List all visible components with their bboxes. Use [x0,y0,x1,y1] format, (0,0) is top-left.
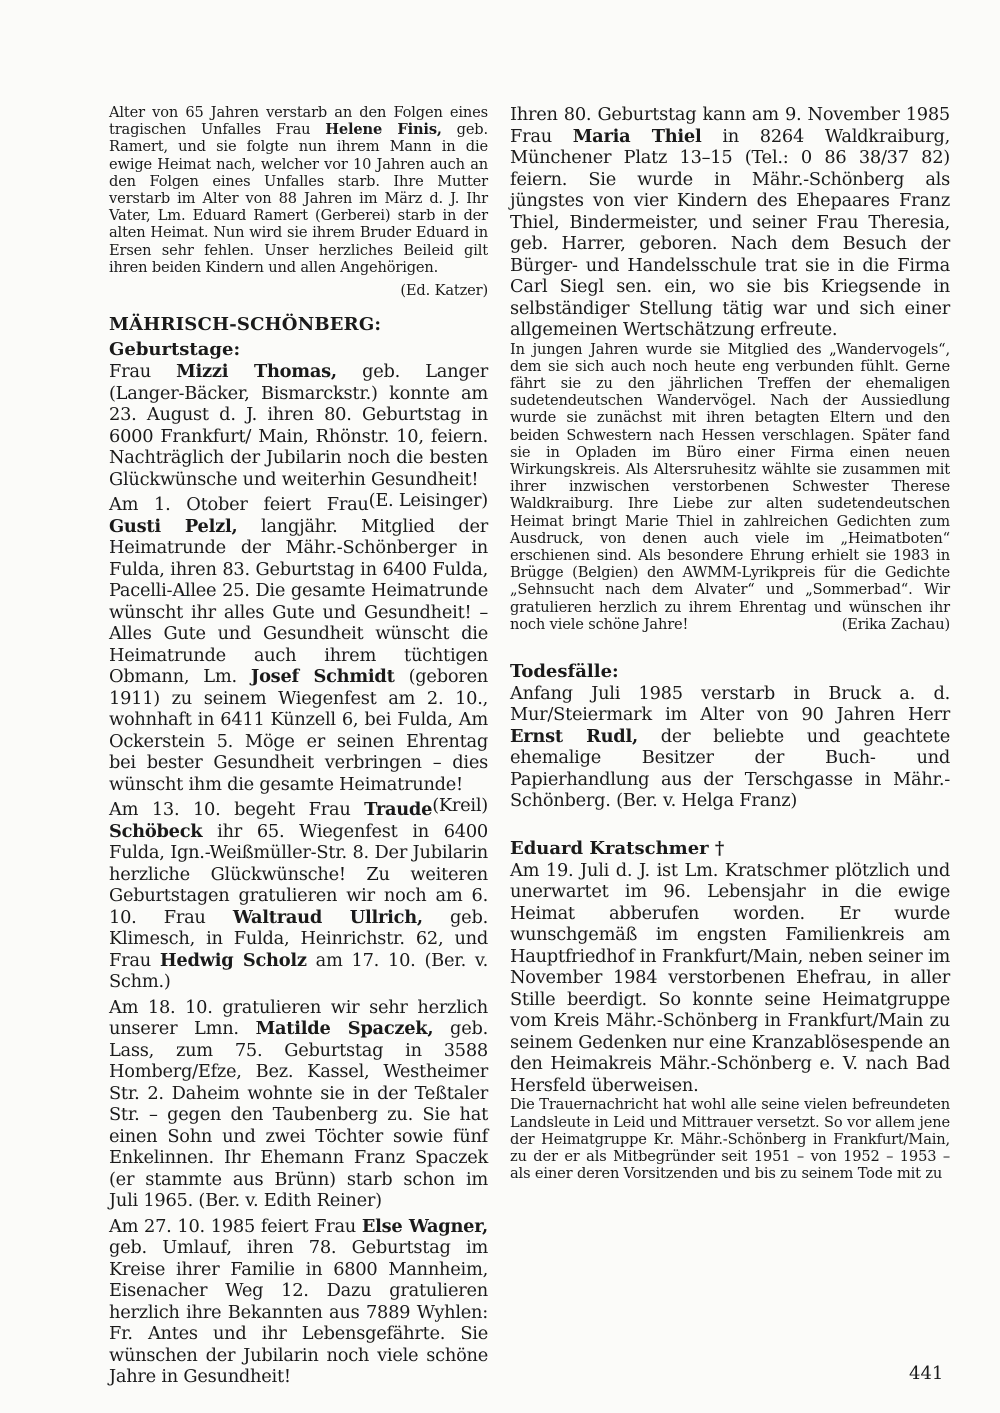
person-name: Waltraud Ullrich, [232,906,423,928]
intro-text: Alter von 65 Jahren verstarb an den Folgen eines tragischen Unfalles Frau [109,104,488,139]
intro-paragraph [109,104,488,276]
entry-text: geb. Lass, zum 75. Geburtstag in 3588 Homberg/Efze, Bez. Kassel, Westheimer Str. 2. Daheim wohnte sie in der Teßtaler Str. – gegen den Taubenberg zu. Sie hat einen Sohn und zwei Töchter sowie fünf Enkelinnen. Ihr Ehemann Franz Spaczek (er stammte aus Brünn) starb schon im Juli 1965. (Ber. v. Edith Reiner) [109,1018,489,1212]
spacer [510,812,950,836]
entry-text: geb. Klimesch, in Fulda, Heinrichstr. 62, und Frau [109,906,488,971]
entry-matilde-spaczek [109,997,488,1212]
spacer [510,633,950,659]
person-name: Mizzi Thomas, [176,361,337,383]
intro-name: Helene Finis, [325,121,442,139]
entry-text: ihr 65. Wiegenfest in 6400 Fulda, Ign.-Weißmüller-Str. 8. Der Jubilarin herzliche Glückwünsche! Zu weiteren Geburtstagen gratulieren wir noch am 6. 10. Frau [109,820,488,928]
entry-signature: (Erika Zachau) [841,615,950,633]
person-name: Josef Schmidt [250,666,395,688]
entry-text: Am 1. Otober feiert Frau [109,494,369,516]
entry-signature: (Kreil) [432,795,488,817]
birthdays-heading: Geburtstage: [109,339,241,361]
person-name: Ernst Rudl, [510,725,638,747]
entry-maria-thiel-small [510,341,950,633]
obituary-text-small: Die Trauernachricht hat wohl alle seine vielen befreundeten Landsleute in Leid und Mittrauer versetzt. So vor allem jene der Heimatgruppe Kr. Mähr.-Schönberg in Frankfurt/Main, zu der er als Mitbegründer seit 1951 – von 1952 – 1953 – als einer deren Vorsitzenden und bis zu seinem Tode mit zu [510,1096,950,1183]
person-name: Hedwig Scholz [159,949,307,971]
page-number: 441 [909,1363,944,1384]
entry-text: Anfang Juli 1985 verstarb in Bruck a. d. Mur/Steiermark im Alter von 90 Jahren Herr [510,682,950,726]
entry-text: der beliebte und geachtete ehemalige Besitzer der Buch- und Papierhandlung aus der Terschgasse in Mähr.-Schönberg. (Ber. v. Helga Franz) [510,725,950,812]
intro-signature: (Ed. Katzer) [400,282,488,300]
entry-text: geb. Langer (Langer-Bäcker, Bismarckstr.) konnte am 23. August d. J. ihren 80. Geburtstag in 6000 Frankfurt/ Main, Rhönstr. 10, feiern. Nachträglich der Jubilarin noch die besten Glückwünsche und weiterhin Gesundheit! [109,361,489,490]
obituary-heading: Eduard Kratschmer † [510,837,725,859]
entry-text: geb. Umlauf, ihren 78. Geburtstag im Kreise ihrer Familie in 6800 Mannheim, Eisenacher Weg 12. Dazu gratulieren herzlich ihre Bekannten aus 7889 Wyhlen: Fr. Antes und ihr Lebensgefährte. Sie wünschen der Jubilarin noch viele schöne Jahre in Gesundheit! [109,1237,488,1388]
person-name: Matilde Spaczek, [255,1018,434,1040]
entry-text: Am 13. 10. begeht Frau [109,799,365,821]
entry-else-wagner [109,1216,488,1388]
entry-text: Am 27. 10. 1985 feiert Frau [109,1215,362,1237]
person-name: Maria Thiel [572,125,702,147]
intro-text-2: geb. Ramert, und sie folgte nun ihrem Mann in die ewige Heimat nach, welcher vor 10 Jahren auch an den Folgen eines Unfalles starb. Ihre Mutter verstarb im Alter von 88 Jahren im März d. J. Ihr Vater, Lm. Eduard Ramert (Gerberei) starb in der alten Heimat. Nun wird sie ihrem Bruder Eduard in Ersen sehr fehlen. Unser herzliches Beileid gilt ihren beiden Kindern und allen Angehörigen. [109,121,488,276]
entry-traude-schoebeck [109,799,488,993]
person-name: Else Wagner, [361,1215,488,1237]
entry-text: In jungen Jahren wurde sie Mitglied des „Wandervogels“, dem sie sich auch noch heute eng verbunden fühlt. Gerne fährt sie zu den jährlichen Treffen der ehemaligen sudetendeutschen Wandervögel. Nach der Aussiedlung wurde sie zunächst mit ihren betagten Eltern und den beiden Schwestern nach Hessen verschlagen. Später fand sie in Opladen im Büro einer Firma einen neuen Wirkungskreis. Als Altersruhesitz wählte sie zusammen mit ihrer inzwischen verstorbenen Schwester Therese Waldkraiburg. Ihre Liebe zur alten sudetendeutschen Heimat bringt Marie Thiel in zahlreichen Gedichten zum Ausdruck, von denen auch viele im „Heimatboten“ erschienen sind. Als besondere Ehrung erhielt sie 1983 in Brügge (Belgien) den AWMM-Lyrikpreis für die Gedichte „Sehnsucht nach dem Alvater“ und „Sommerbad“. Wir gratulieren herzlich zu ihrem Ehrentag und wünschen ihr noch viele schöne Jahre! [510,340,950,633]
entry-text: am 17. 10. (Ber. v. Schm.) [109,949,489,993]
entry-ernst-rudl [510,683,950,812]
entry-text: Ihren 80. Geburtstag kann am 9. November 1985 Frau [510,104,950,147]
obituary-text: Am 19. Juli d. J. ist Lm. Kratschmer plötzlich und unerwartet im 96. Lebensjahr in die ewige Heimat abberufen worden. Er wurde wunschgemäß im engsten Familienkreis am Hauptfriedhof in Frankfurt/Main, neben seiner im November 1984 verstorbenen Ehefrau, in aller Stille beerdigt. So konnte seine Heimatgruppe vom Kreis Mähr.-Schönberg in Frankfurt/Main zu seinem Gedenken nur eine Kranzablösespende an den Heimakreis Mähr.-Schönberg e. V. nach Bad Hersfeld überweisen. [510,859,950,1096]
entry-text: langjähr. Mitglied der Heimatrunde der Mähr.-Schönberger in Fulda, ihren 83. Geburtstag in 6400 Fulda, Pacelli-Allee 25. Die gesamte Heimatrunde wünscht ihr alles Gute und Gesundheit! – Alles Gute und Gesundheit wünscht die Heimatrunde auch ihrem tüchtigen Obmann, Lm. [109,515,488,688]
section-heading: MÄHRISCH-SCHÖNBERG: [109,314,382,336]
entry-text: in 8264 Waldkraiburg, Münchener Platz 13–15 (Tel.: 0 86 38/37 82) feiern. Sie wurde in Mähr.-Schönberg als jüngstes von vier Kindern des Ehepaares Franz Thiel, Bindermeister, und seiner Frau Theresia, geb. Harrer, geboren. Nach dem Besuch der Bürger- und Handelsschule trat sie in die Firma Carl Siegl sen. ein, wo sie bis Kriegsende in selbständiger Stellung tätig war und sich einer allgemeinen Wertschätzung erfreute. [510,125,950,340]
person-name: Traude Schöbeck [109,799,433,842]
deaths-heading: Todesfälle: [510,660,619,682]
entry-text: Frau [109,361,177,383]
left-column [109,104,488,1388]
entry-text: Am 18. 10. gratulieren wir sehr herzlich unserer Lmn. [109,996,488,1040]
entry-text: (geboren 1911) zu seinem Wiegenfest am 2. 10., wohnhaft in 6411 Künzell 6, bei Fulda, Am Ockerstein 5. Möge er seinen Ehrentag bei bester Gesundheit verbringen – dies wünscht ihm die gesamte Heimatrunde! [109,666,489,795]
right-column [510,104,950,1182]
person-name: Gusti Pelzl, [109,515,238,537]
entry-signature: (E. Leisinger) [368,490,488,512]
entry-maria-thiel [510,104,950,341]
